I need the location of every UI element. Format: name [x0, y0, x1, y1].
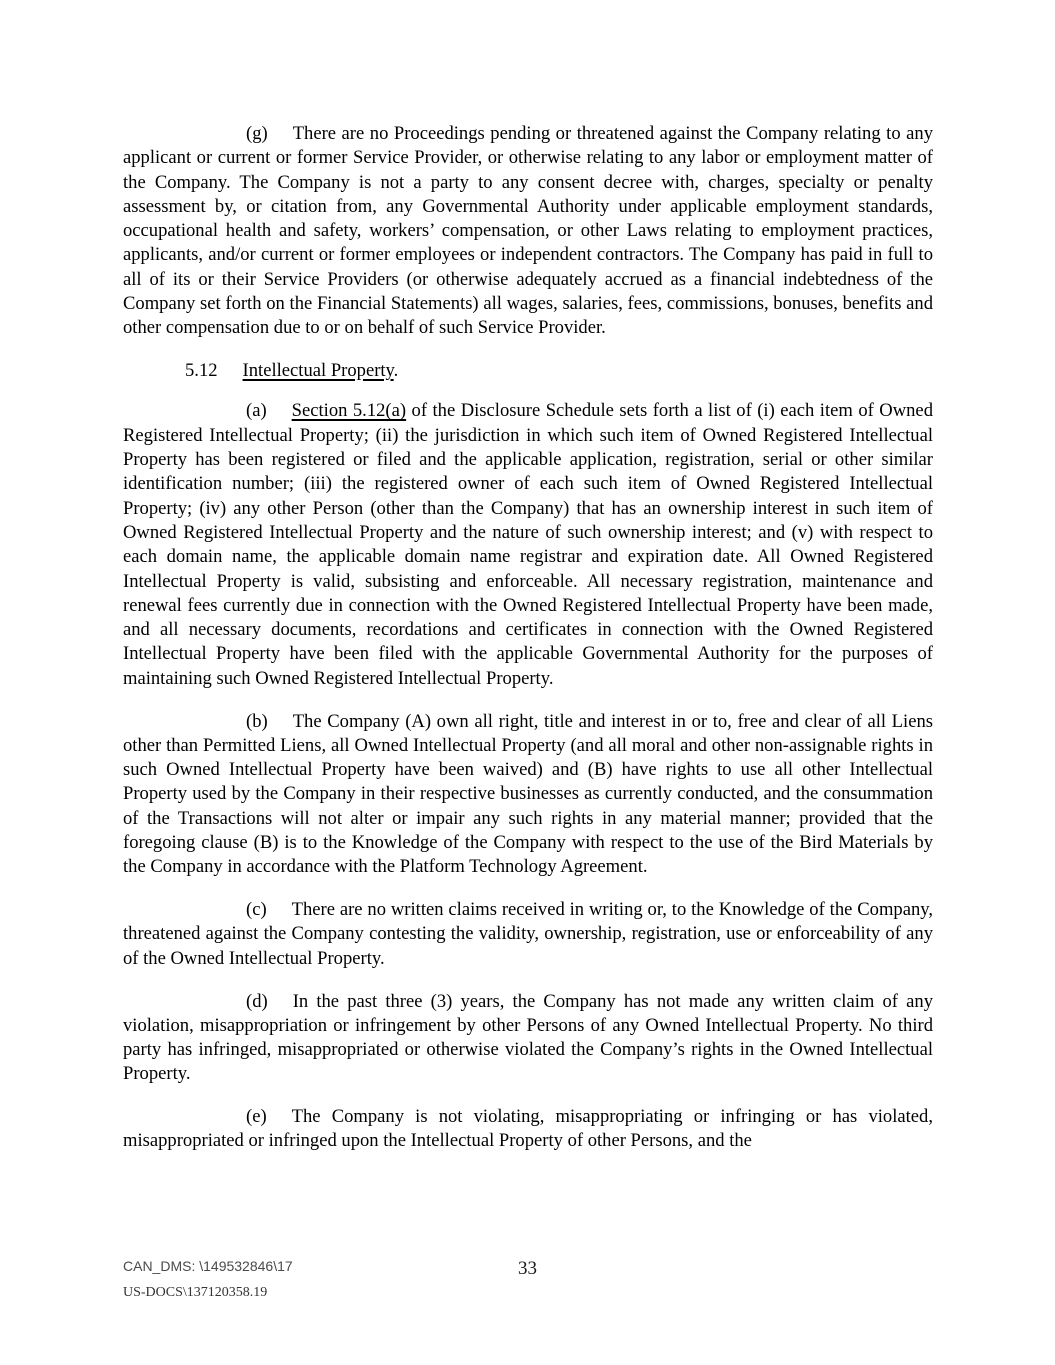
- paragraph-d-label: (d): [246, 990, 268, 1012]
- paragraph-e-label: (e): [246, 1106, 267, 1128]
- paragraph-g-label: (g): [246, 123, 268, 144]
- paragraph-a-text: of the Disclosure Schedule sets forth a list of (i) each item of Owned Registered Intellectual Property; (ii) the jurisdiction in which such item of Owned Registered Intellectual Property has been registered or filed and the applicable application, registration, serial or other similar identification number; (iii) the registered owner of each such item of Owned Registered Intellectual Property; (iv) any other Person (other than the Company) that has an ownership interest in such item of Owned Registered Intellectual Property and the nature of such ownership interest; and (v) with respect to each domain name, the applicable domain name registrar and expiration date. All Owned Registered Intellectual Property is valid, subsisting and enforceable. All necessary registration, maintenance and renewal fees currently due in connection with the Owned Registered Intellectual Property have been made, and all necessary documents, recordations and certificates in connection with the Owned Registered Intellectual Property have been filed with the applicable Governmental Authority for the purposes of maintaining such Owned Registered Intellectual Property.: [123, 400, 933, 689]
- paragraph-a-label: (a): [246, 400, 267, 422]
- paragraph-c-label: (c): [246, 899, 267, 921]
- paragraph-d: [123, 990, 933, 1087]
- paragraph-g-text: There are no Proceedings pending or threatened against the Company relating to any applicant or current or former Service Provider, or otherwise relating to any labor or employment matter of the Company. The Company is not a party to any consent decree with, charges, specialty or penalty assessment by, or citation from, any Governmental Authority under applicable employment standards, occupational health and safety, workers’ compensation, or other Laws relating to employment practices, applicants, and/or current or former employees or independent contractors. The Company has paid in full to all of its or their Service Providers (or otherwise adequately accrued as a financial indebtedness of the Company set forth on the Financial Statements) all wages, salaries, fees, commissions, bonuses, benefits and other compensation due to or on behalf of such Service Provider.: [123, 123, 933, 339]
- paragraph-a: [123, 399, 933, 691]
- paragraph-e: [123, 1105, 933, 1154]
- paragraph-b-label: (b): [246, 710, 268, 732]
- section-title: Intellectual Property: [242, 360, 394, 382]
- paragraph-d-text: In the past three (3) years, the Company has not made any written claim of any violation, misappropriation or infringement by other Persons of any Owned Intellectual Property. No third party has infringed, misappropriated or otherwise violated the Company’s rights in the Owned Intellectual Property.: [123, 990, 933, 1085]
- section-heading: [123, 359, 933, 383]
- paragraph-a-section-reference: Section 5.12(a): [291, 400, 407, 422]
- section-number: 5.12: [185, 360, 218, 382]
- paragraph-c-text: There are no written claims received in writing or, to the Knowledge of the Company, threatened against the Company contesting the validity, ownership, registration, use or enforceability of any of the Owned Intellectual Property.: [123, 899, 933, 969]
- paragraph-g: [123, 122, 933, 341]
- paragraph-e-text: The Company is not violating, misappropriating or infringing or has violated, misappropriated or infringed upon the Intellectual Property of other Persons, and the: [123, 1106, 933, 1152]
- document-body: [123, 122, 933, 1172]
- page-number: 33: [518, 1258, 537, 1279]
- footer-document-id-can-dms: CAN_DMS: \149532846\17: [123, 1258, 293, 1274]
- section-title-period: .: [393, 360, 399, 382]
- paragraph-c: [123, 898, 933, 971]
- paragraph-b-text: The Company (A) own all right, title and interest in or to, free and clear of all Liens other than Permitted Liens, all Owned Intellectual Property (and all moral and other non-assignable rights in such Owned Intellectual Property have been waived) and (B) have rights to use all other Intellectual Property used by the Company in their respective businesses as currently conducted, and the consummation of the Transactions will not alter or impair any such rights in any material manner; provided that the foregoing clause (B) is to the Knowledge of the Company with respect to the use of the Bird Materials by the Company in accordance with the Platform Technology Agreement.: [123, 710, 933, 878]
- footer-document-id-us-docs: US-DOCS\137120358.19: [123, 1285, 268, 1300]
- paragraph-b: [123, 710, 933, 880]
